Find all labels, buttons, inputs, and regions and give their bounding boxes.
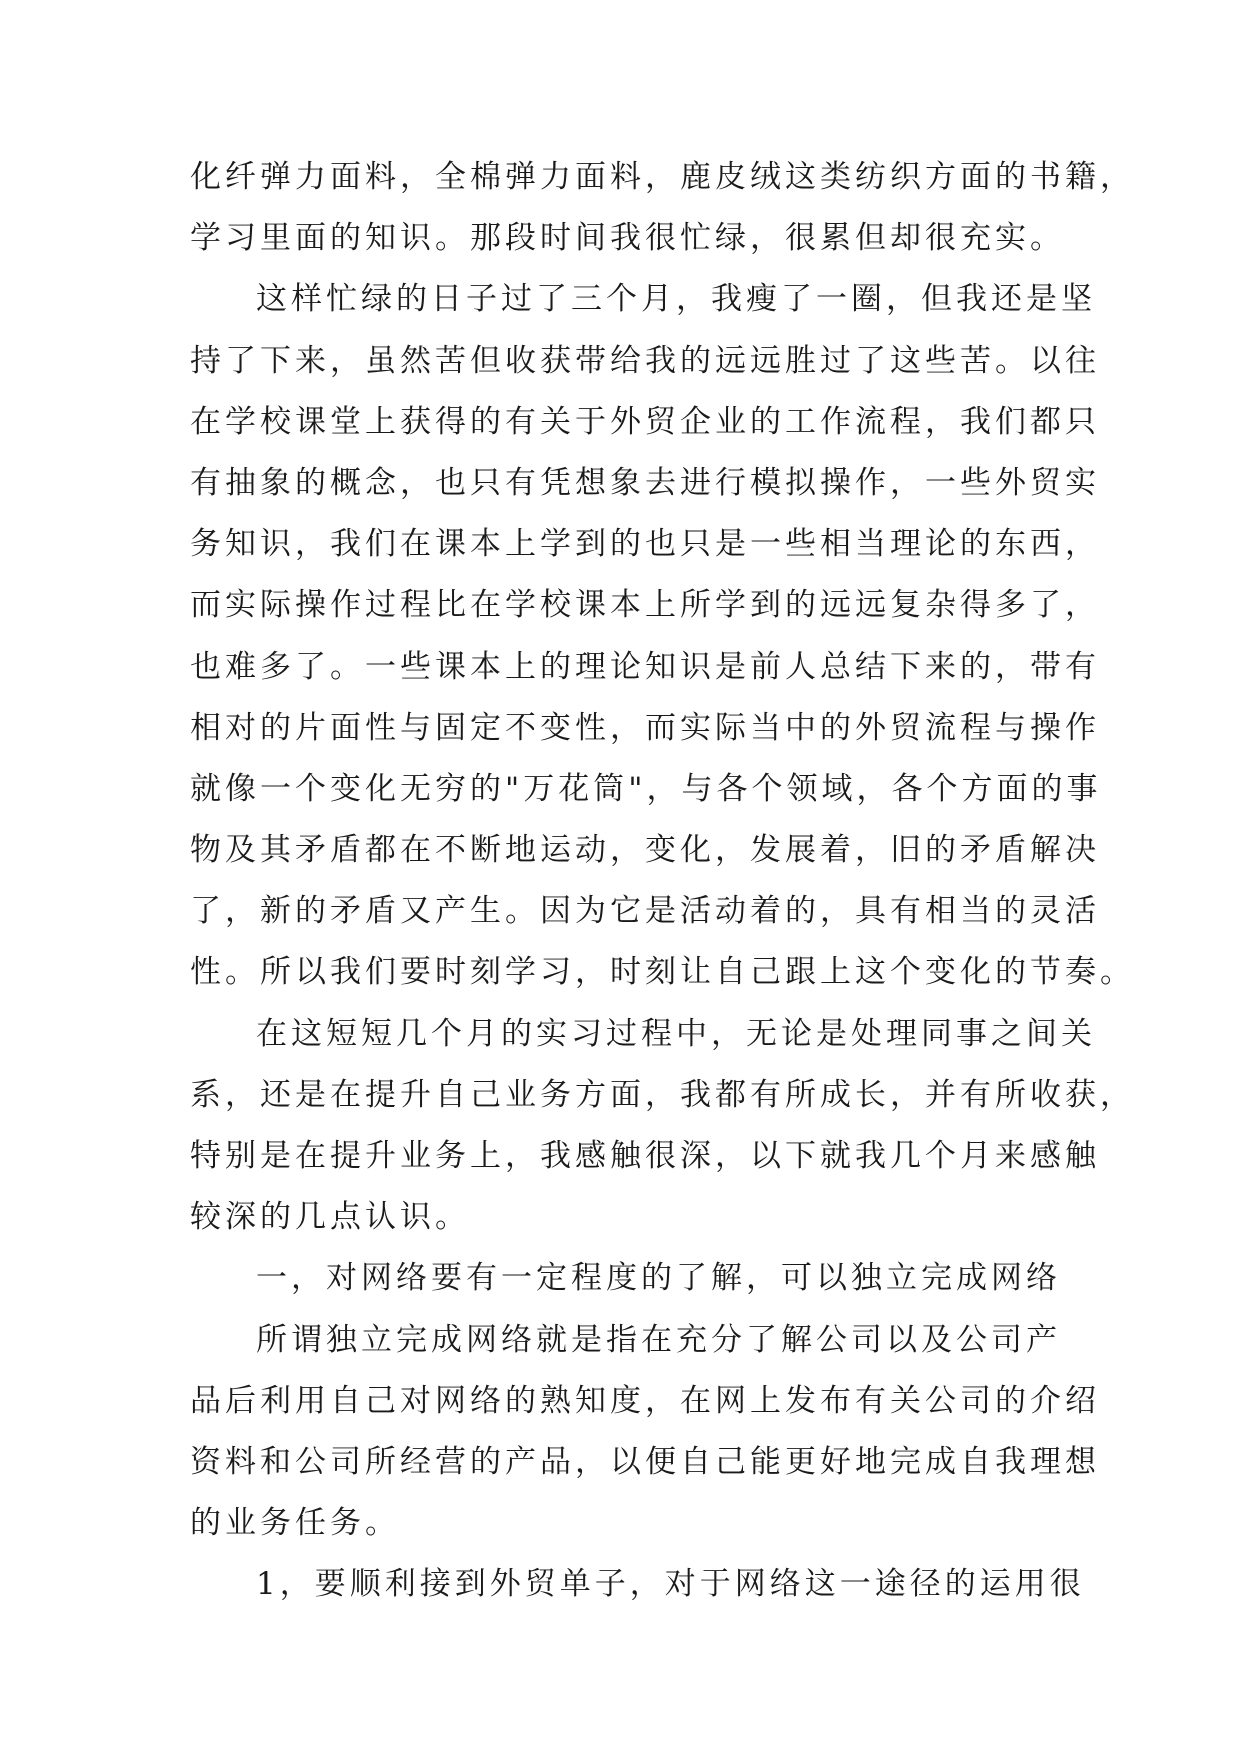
paragraph <box>190 269 1135 1003</box>
text-line: 了，新的矛盾又产生。因为它是活动着的，具有相当的灵活 <box>190 893 1100 930</box>
text-line: 化纤弹力面料，全棉弹力面料，鹿皮绒这类纺织方面的书籍， <box>190 159 1135 195</box>
text-line: 物及其矛盾都在不断地运动，变化，发展着，旧的矛盾解决 <box>190 832 1100 869</box>
paragraph <box>190 1554 1085 1615</box>
text-line: 品后利用自己对网络的熟知度，在网上发布有关公司的介绍 <box>190 1382 1100 1419</box>
text-line: 学习里面的知识。那段时间我很忙绿，很累但却很充实。 <box>190 220 1065 257</box>
text-line: 这样忙绿的日子过了三个月，我瘦了一圈，但我还是坚 <box>256 281 1096 318</box>
text-line: 性。所以我们要时刻学习，时刻让自己跟上这个变化的节奏。 <box>190 954 1135 991</box>
text-line: 相对的片面性与固定不变性，而实际当中的外贸流程与操作 <box>190 709 1100 746</box>
text-line: 一，对网络要有一定程度的了解，可以独立完成网络 <box>256 1260 1061 1297</box>
text-line: 持了下来，虽然苦但收获带给我的远远胜过了这些苦。以往 <box>190 342 1100 379</box>
section-heading <box>190 1248 1060 1309</box>
text-line: 资料和公司所经营的产品，以便自己能更好地完成自我理想 <box>190 1443 1100 1480</box>
paragraph <box>190 1004 1135 1249</box>
text-line: 而实际操作过程比在学校课本上所学到的远远复杂得多了， <box>190 587 1100 624</box>
text-line: 在这短短几个月的实习过程中，无论是处理同事之间关 <box>256 1015 1096 1052</box>
text-line: 的业务任务。 <box>190 1505 400 1542</box>
text-line: 1，要顺利接到外贸单子，对于网络这一途径的运用很 <box>256 1566 1085 1603</box>
text-line: 务知识，我们在课本上学到的也只是一些相当理论的东西， <box>190 526 1100 563</box>
paragraph-continuation <box>190 147 1135 269</box>
text-line: 在学校课堂上获得的有关于外贸企业的工作流程，我们都只 <box>190 403 1100 440</box>
text-line: 有抽象的概念，也只有凭想象去进行模拟操作，一些外贸实 <box>190 464 1100 501</box>
text-line: 特别是在提升业务上，我感触很深，以下就我几个月来感触 <box>190 1138 1100 1174</box>
paragraph <box>190 1310 1100 1555</box>
text-line: 较深的几点认识。 <box>190 1199 470 1236</box>
text-line: 也难多了。一些课本上的理论知识是前人总结下来的，带有 <box>190 648 1100 685</box>
text-line: 所谓独立完成网络就是指在充分了解公司以及公司产 <box>256 1321 1061 1358</box>
text-line: 系，还是在提升自己业务方面，我都有所成长，并有所收获， <box>190 1076 1135 1113</box>
text-line: 就像一个变化无穷的"万花筒"，与各个领域，各个方面的事 <box>190 770 1102 807</box>
document-body <box>190 147 1135 1616</box>
